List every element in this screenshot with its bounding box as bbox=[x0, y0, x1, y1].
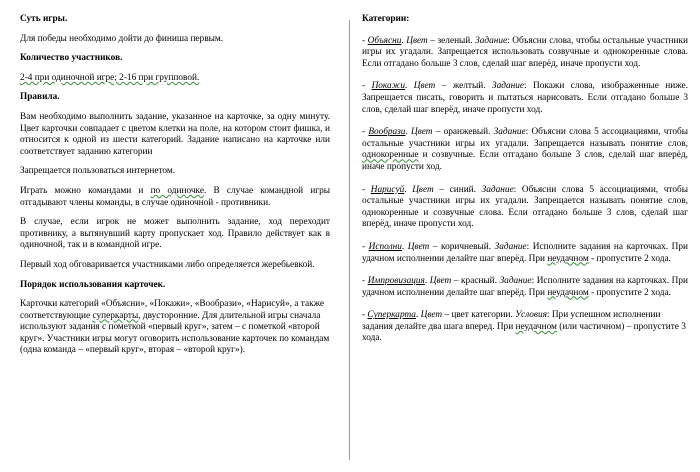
text-run: . bbox=[424, 276, 430, 287]
text-run-marked: неудачном bbox=[515, 321, 557, 332]
section-heading: Правила. bbox=[20, 92, 60, 103]
dash: - bbox=[362, 35, 368, 46]
color-value: – красный. bbox=[451, 276, 500, 287]
color-value: – желтый. bbox=[435, 81, 492, 92]
categories-title: Категории: bbox=[362, 14, 410, 24]
color-word: Цвет bbox=[429, 276, 452, 287]
color-word: Цвет bbox=[406, 35, 428, 46]
category-name: Объясни bbox=[367, 35, 402, 46]
text-run: Играть можно командами и bbox=[20, 185, 151, 196]
text-run: , двусторонние. Для длительной игры сначала используют задания с пометкой «первый круг», затем – с пометкой «второй круг». Участники игры могут оговорить использование карточек по командам (одна команда – «первый круг», вторая – «второй круг»). bbox=[20, 310, 330, 356]
section-heading: Суть игры. bbox=[20, 14, 68, 24]
section-heading: Порядок использования карточек. bbox=[20, 279, 166, 290]
dash: - bbox=[362, 276, 368, 287]
color-value: – синий. bbox=[433, 184, 482, 195]
paragraph: Для победы необходимо дойти до финиша первым. bbox=[20, 33, 224, 44]
text-run-marked: по одиночке bbox=[150, 185, 204, 196]
category-show bbox=[362, 81, 688, 116]
task-text: : Исполните задания на карточках. При удачном исполнении делайте шаг вперёд. При bbox=[362, 276, 689, 298]
dash: - bbox=[362, 241, 369, 252]
text-run: - пропустите 2 хода. bbox=[588, 287, 671, 298]
text-run: . В случае командной игры отгадывают члены команды, в случае одиночной - противники. bbox=[20, 185, 330, 208]
text-run: . bbox=[405, 127, 412, 138]
paragraph-cards bbox=[20, 299, 330, 357]
paragraph-rules: Вам необходимо выполнить задание, указанное на карточке, за одну минуту. Цвет карточки совпадает с цветом клетки на поле, на котором стоит фишка, и относится к одной из шести категорий. Задание написано на карточке или соответствует заданию категории bbox=[20, 111, 330, 157]
category-name: Вообрази bbox=[368, 127, 406, 138]
color-value: – зеленый. bbox=[427, 35, 476, 46]
left-column bbox=[20, 14, 330, 365]
category-name: Суперкарта bbox=[367, 310, 416, 321]
task-text: : Исполните задания на карточках. При удачном исполнении делайте шаг вперёд. При bbox=[362, 241, 689, 264]
task-text: : Объясни слова 5 ассоциациями, чтобы остальные участники игры их угадали. Запрещается называть понятие слов, bbox=[362, 127, 689, 149]
task-text: : Объясни слова 5 ассоциациями, чтобы остальные участники игры их угадали. Запрещается называть понятие слов, однокоренные и созвучные слова. Если отгадано больше 3 слов, сделай шаг вперёд, иначе пропусти ход. bbox=[362, 184, 688, 230]
text-run: . bbox=[405, 81, 414, 92]
category-supercard bbox=[362, 310, 688, 345]
dash: - bbox=[362, 184, 371, 195]
task-word: Задание bbox=[499, 276, 532, 287]
text-run: . bbox=[401, 35, 407, 46]
paragraph-skip: В случае, если игрок не может выполнить задание, ход переходит противнику, а вытянувший карту пропускает ход. Правило действует как в одиночной, так и в командной игре. bbox=[20, 217, 330, 251]
text-run-marked: суперкарты bbox=[92, 310, 139, 321]
section-heading: Количество участников. bbox=[20, 53, 123, 64]
paragraph-first-move: Первый ход обговаривается участниками либо определяется жеребьевкой. bbox=[20, 259, 315, 270]
paragraph-teams bbox=[20, 186, 330, 209]
column-divider bbox=[349, 20, 350, 460]
color-word: Цвет bbox=[407, 241, 430, 252]
paragraph-internet: Запрещается пользоваться интернетом. bbox=[20, 166, 176, 177]
category-draw bbox=[362, 185, 688, 231]
paragraph-players: 2-4 при одиночной игре; 2-16 при групповой. bbox=[20, 72, 200, 83]
task-word: Задание bbox=[493, 127, 526, 138]
task-text: : При успешном исполнении задания делайте два шага вперед. При bbox=[362, 310, 661, 332]
text-run: . bbox=[404, 184, 413, 195]
dash: - bbox=[362, 81, 372, 92]
color-word: Цвет bbox=[420, 310, 443, 321]
category-name: Покажи bbox=[371, 81, 405, 92]
text-run-marked: однокоренные bbox=[362, 150, 419, 161]
color-value: – коричневый. bbox=[429, 241, 495, 252]
category-imagine bbox=[362, 127, 688, 173]
task-word: Задание bbox=[481, 184, 514, 195]
task-text: : Покажи слова, изображенные ниже. Запрещается писать, говорить и пытаться нарисовать. Если отгадано больше 3 слов, сделай шаг вперёд, иначе пропусти ход. bbox=[362, 81, 689, 115]
category-explain bbox=[362, 36, 688, 71]
text-run-marked: неудачном bbox=[547, 287, 589, 298]
color-word: Цвет bbox=[411, 127, 433, 138]
task-word: Условия bbox=[515, 310, 547, 321]
text-run-marked: неудачном bbox=[547, 253, 589, 264]
category-perform bbox=[362, 242, 688, 265]
text-run: - пропустите 2 хода. bbox=[588, 253, 671, 264]
task-word: Задание bbox=[475, 35, 508, 46]
text-run: и созвучные. Если отгадано больше 3 слов, сделай шаг вперёд, иначе пропусти ход. bbox=[362, 150, 688, 172]
category-name: Нарисуй bbox=[370, 184, 405, 195]
color-value: – цвет категории. bbox=[442, 310, 516, 321]
color-word: Цвет bbox=[412, 184, 434, 195]
task-text: : Объясни слова, чтобы остальные участники игры их угадали. Запрещается использовать созвучные и однокоренные слова. Если отгадано больше 3 слов, сделай шаг вперёд, иначе пропусти ход. bbox=[362, 35, 688, 69]
color-value: – оранжевый. bbox=[432, 127, 494, 138]
dash: - bbox=[362, 127, 369, 138]
text-run: Карточки категорий «Объясни», «Покажи», «Вообрази», «Нарисуй», а также соответствующие bbox=[20, 299, 325, 321]
text-run: . bbox=[415, 310, 421, 321]
category-improv bbox=[362, 276, 688, 299]
right-column bbox=[362, 14, 688, 356]
task-word: Задание bbox=[494, 241, 527, 252]
dash: - bbox=[362, 310, 368, 321]
category-name: Исполни bbox=[368, 241, 402, 252]
color-word: Цвет bbox=[413, 81, 436, 92]
text-run: (или частичном) – пропустите 3 хода. bbox=[362, 321, 686, 344]
task-word: Задание bbox=[491, 81, 524, 92]
text-run: . bbox=[401, 241, 408, 252]
category-name: Импровизация bbox=[367, 276, 425, 287]
